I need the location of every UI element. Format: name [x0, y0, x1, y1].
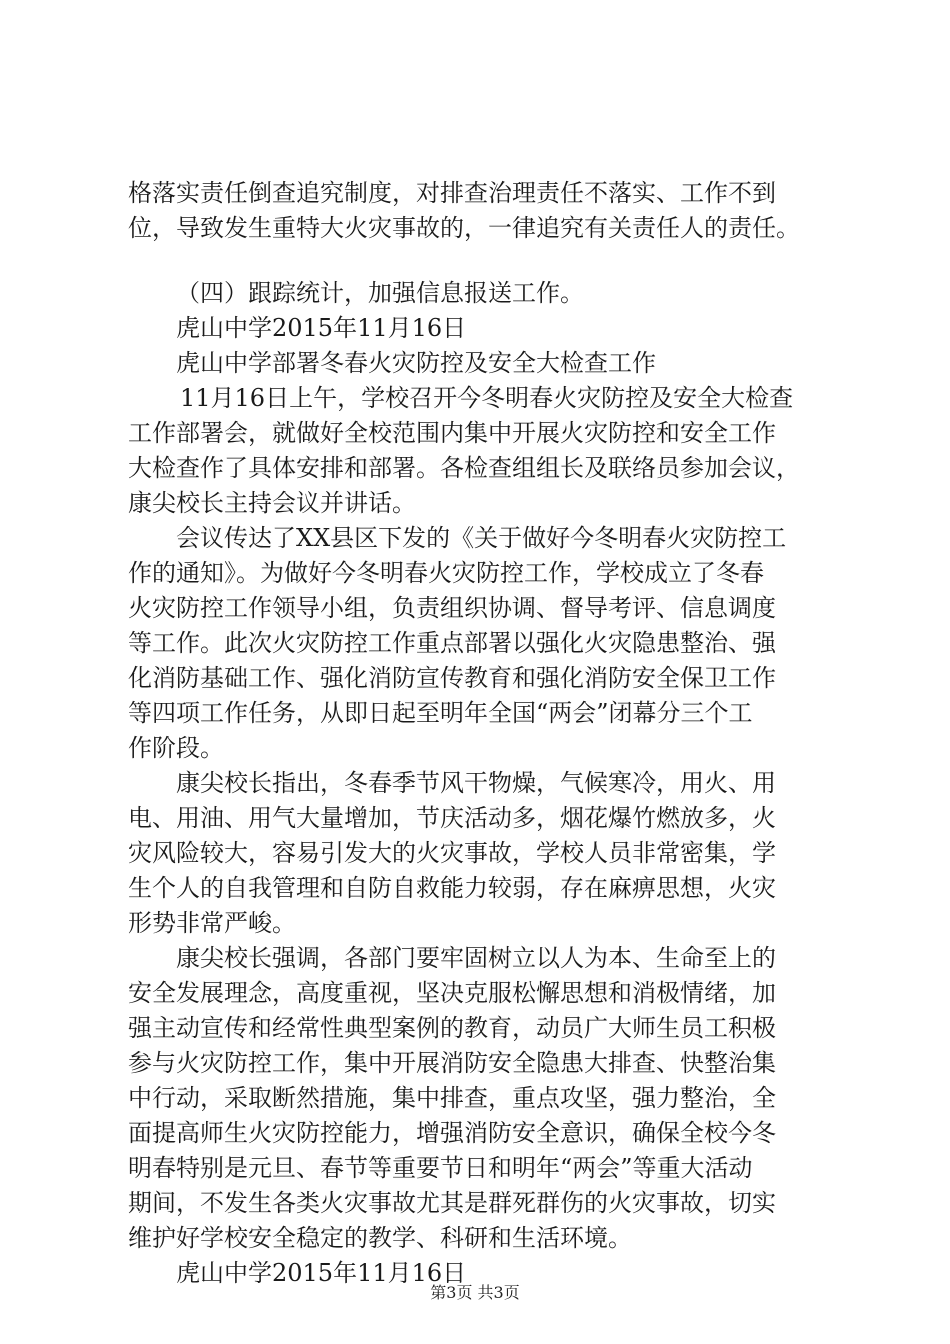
- text-line: 格落实责任倒查追究制度，对排查治理责任不落实、工作不到: [128, 179, 776, 207]
- text-line: 康尖校长主持会议并讲话。: [128, 489, 416, 517]
- text-line: 灾风险较大，容易引发大的火灾事故，学校人员非常密集，学: [128, 839, 776, 867]
- text-line: 中行动，采取断然措施，集中排查，重点攻坚，强力整治，全: [128, 1084, 776, 1112]
- article-title: [128, 346, 836, 381]
- page-number-footer: 第3页 共3页: [430, 1283, 520, 1302]
- text-line: 化消防基础工作、强化消防宣传教育和强化消防安全保卫工作: [128, 664, 776, 692]
- paragraph-continuation: [128, 176, 836, 246]
- text-line: 会议传达了XX县区下发的《关于做好今冬明春火灾防控工: [176, 524, 787, 552]
- text-line: 生个人的自我管理和自防自救能力较弱，存在麻痹思想，火灾: [128, 874, 776, 902]
- text-line: （四）跟踪统计，加强信息报送工作。: [176, 279, 584, 307]
- text-line: 作的通知》。为做好今冬明春火灾防控工作，学校成立了冬春: [128, 559, 764, 587]
- text-line: 期间，不发生各类火灾事故尤其是群死群伤的火灾事故，切实: [128, 1189, 776, 1217]
- document-body: [128, 176, 836, 1291]
- text-line: 虎山中学2015年11月16日: [176, 314, 467, 342]
- text-line: 等工作。此次火灾防控工作重点部署以强化火灾隐患整治、强: [128, 629, 776, 657]
- text-line: 11月16日上午，学校召开今冬明春火灾防控及安全大检查: [180, 384, 794, 412]
- text-line: 强主动宣传和经常性典型案例的教育，动员广大师生员工积极: [128, 1014, 776, 1042]
- text-line: 参与火灾防控工作，集中开展消防安全隐患大排查、快整治集: [128, 1049, 776, 1077]
- text-line: 面提高师生火灾防控能力，增强消防安全意识，确保全校今冬: [128, 1119, 776, 1147]
- text-line: 维护好学校安全稳定的教学、科研和生活环境。: [128, 1224, 632, 1252]
- text-line: 位，导致发生重特大火灾事故的，一律追究有关责任人的责任。: [128, 214, 800, 242]
- paragraph: [128, 766, 836, 941]
- section-heading: [128, 276, 836, 311]
- text-line: 电、用油、用气大量增加，节庆活动多，烟花爆竹燃放多，火: [128, 804, 776, 832]
- text-line: 等四项工作任务，从即日起至明年全国“两会”闭幕分三个工: [128, 699, 753, 727]
- paragraph: [128, 381, 836, 521]
- paragraph: [128, 521, 836, 766]
- text-line: 明春特别是元旦、春节等重要节日和明年“两会”等重大活动: [128, 1154, 753, 1182]
- text-line: 虎山中学2015年11月16日: [176, 1259, 467, 1287]
- text-line: 形势非常严峻。: [128, 909, 296, 937]
- text-line: 虎山中学部署冬春火灾防控及安全大检查工作: [176, 349, 656, 377]
- text-line: 火灾防控工作领导小组，负责组织协调、督导考评、信息调度: [128, 594, 776, 622]
- text-line: 工作部署会，就做好全校范围内集中开展火灾防控和安全工作: [128, 419, 776, 447]
- text-line: 康尖校长指出，冬春季节风干物燥，气候寒冷，用火、用: [176, 769, 776, 797]
- text-line: 康尖校长强调，各部门要牢固树立以人为本、生命至上的: [176, 944, 776, 972]
- text-line: 大检查作了具体安排和部署。各检查组组长及联络员参加会议，: [128, 454, 800, 482]
- paragraph: [128, 941, 836, 1256]
- text-line: 安全发展理念，高度重视，坚决克服松懈思想和消极情绪，加: [128, 979, 776, 1007]
- signature-date: [128, 311, 836, 346]
- text-line: 作阶段。: [128, 734, 224, 762]
